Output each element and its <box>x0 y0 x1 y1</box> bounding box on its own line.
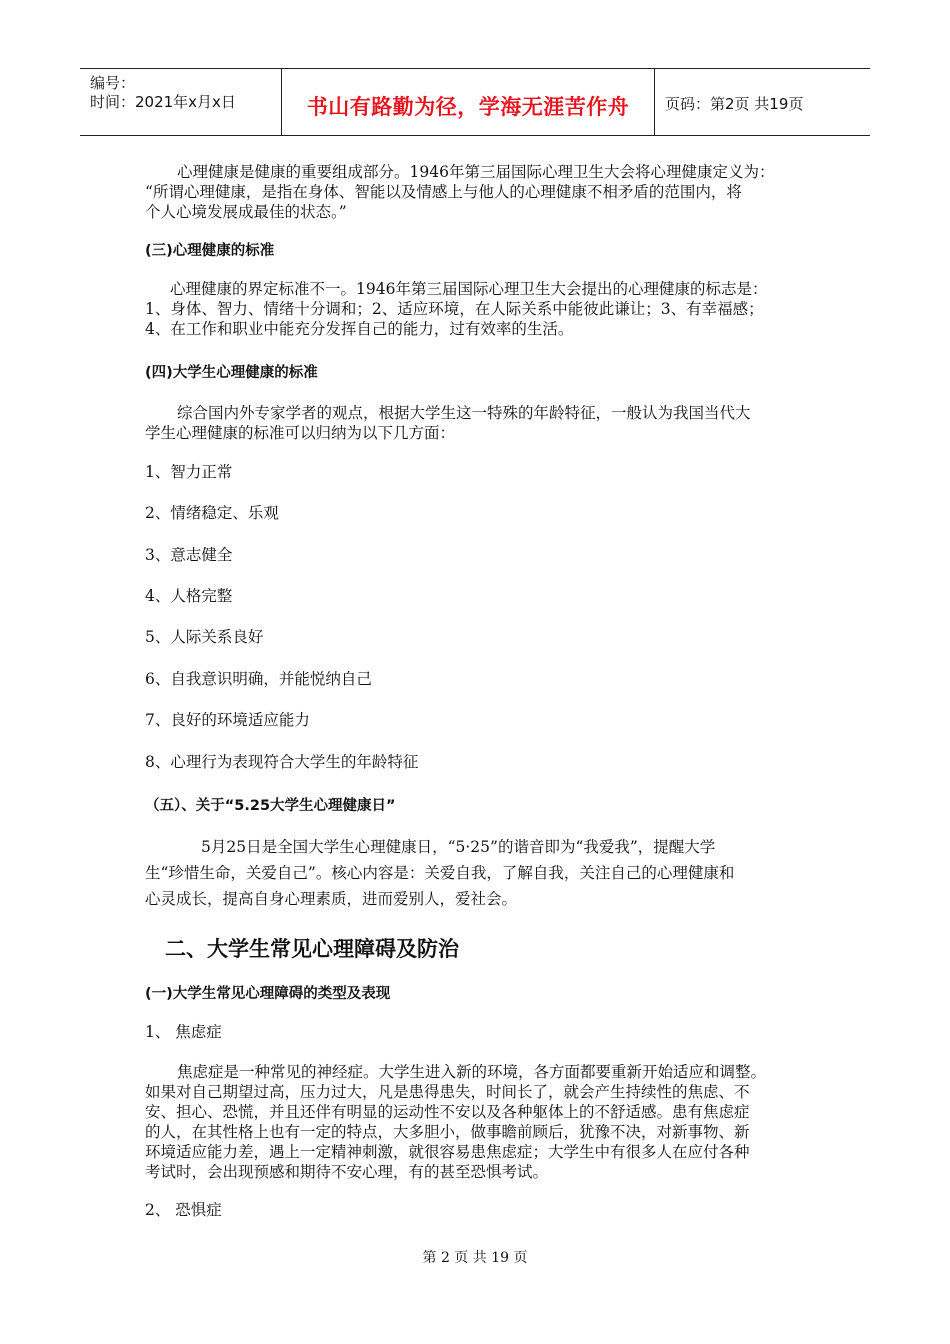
header-info-cell <box>80 69 282 135</box>
serial-label: 编号： <box>90 74 136 92</box>
paragraph-line: 心理健康是健康的重要组成部分。1946年第三届国际心理卫生大会将心理健康定义为： <box>177 163 775 181</box>
section-heading: (三)心理健康的标准 <box>145 243 275 259</box>
time-label: 时间：2021年x月x日 <box>90 93 236 111</box>
paragraph-line: 5月25日是全国大学生心理健康日，“5·25”的谐音即为“我爱我”，提醒大学 <box>201 838 716 856</box>
subheading: 2、 恐惧症 <box>145 1201 222 1219</box>
list-item: 5、人际关系良好 <box>145 628 264 646</box>
list-item: 6、自我意识明确，并能悦纳自己 <box>145 670 372 688</box>
paragraph-line: 的人，在其性格上也有一定的特点，大多胆小，做事瞻前顾后，犹豫不决，对新事物、新 <box>145 1123 750 1141</box>
paragraph-line: 个人心境发展成最佳的状态。” <box>145 203 347 221</box>
page-code: 页码：第2页 共19页 <box>665 95 804 113</box>
chapter-heading: 二、大学生常见心理障碍及防治 <box>165 937 459 961</box>
list-item: 3、意志健全 <box>145 546 233 564</box>
paragraph-line: “所谓心理健康，是指在身体、智能以及情感上与他人的心理健康不相矛盾的范围内，将 <box>145 183 742 201</box>
page-header <box>80 68 870 136</box>
paragraph-line: 心理健康的界定标准不一。1946年第三届国际心理卫生大会提出的心理健康的标志是： <box>170 280 768 298</box>
section-heading: (一)大学生常见心理障碍的类型及表现 <box>145 986 391 1002</box>
list-item: 1、智力正常 <box>145 463 233 481</box>
motto: 书山有路勤为径，学海无涯苦作舟 <box>306 95 630 119</box>
header-motto-cell <box>282 69 655 135</box>
paragraph-line: 如果对自己期望过高，压力过大，凡是患得患失，时间长了，就会产生持续性的焦虑、不 <box>145 1083 750 1101</box>
list-item: 2、情绪稳定、乐观 <box>145 504 279 522</box>
page-footer: 第 2 页 共 19 页 <box>422 1250 528 1266</box>
section-heading: （五）、关于“5.25大学生心理健康日” <box>145 798 396 814</box>
paragraph-line: 环境适应能力差，遇上一定精神刺激，就很容易患焦虑症；大学生中有很多人在应付各种 <box>145 1143 750 1161</box>
paragraph-line: 考试时，会出现预感和期待不安心理，有的甚至恐惧考试。 <box>145 1163 549 1181</box>
paragraph-line: 4、在工作和职业中能充分发挥自己的能力，过有效率的生活。 <box>145 320 574 338</box>
paragraph-line: 安、担心、恐慌，并且还伴有明显的运动性不安以及各种躯体上的不舒适感。患有焦虑症 <box>145 1103 750 1121</box>
section-heading: (四)大学生心理健康的标准 <box>145 365 318 381</box>
paragraph-line: 心灵成长，提高自身心理素质，进而爱别人，爱社会。 <box>145 890 518 908</box>
list-item: 7、良好的环境适应能力 <box>145 711 310 729</box>
paragraph-line: 学生心理健康的标准可以归纳为以下几方面： <box>145 424 456 442</box>
list-item: 4、人格完整 <box>145 587 233 605</box>
header-page-cell <box>655 69 870 135</box>
paragraph-line: 综合国内外专家学者的观点，根据大学生这一特殊的年龄特征，一般认为我国当代大 <box>177 404 751 422</box>
paragraph-line: 1、身体、智力、情绪十分调和；2、适应环境，在人际关系中能彼此谦让；3、有幸福感； <box>145 300 764 318</box>
paragraph-line: 生“珍惜生命，关爱自己”。核心内容是：关爱自我，了解自我，关注自己的心理健康和 <box>145 864 735 882</box>
list-item: 8、心理行为表现符合大学生的年龄特征 <box>145 753 419 771</box>
paragraph-line: 焦虑症是一种常见的神经症。大学生进入新的环境，各方面都要重新开始适应和调整。 <box>177 1063 767 1081</box>
subheading: 1、 焦虑症 <box>145 1023 222 1041</box>
